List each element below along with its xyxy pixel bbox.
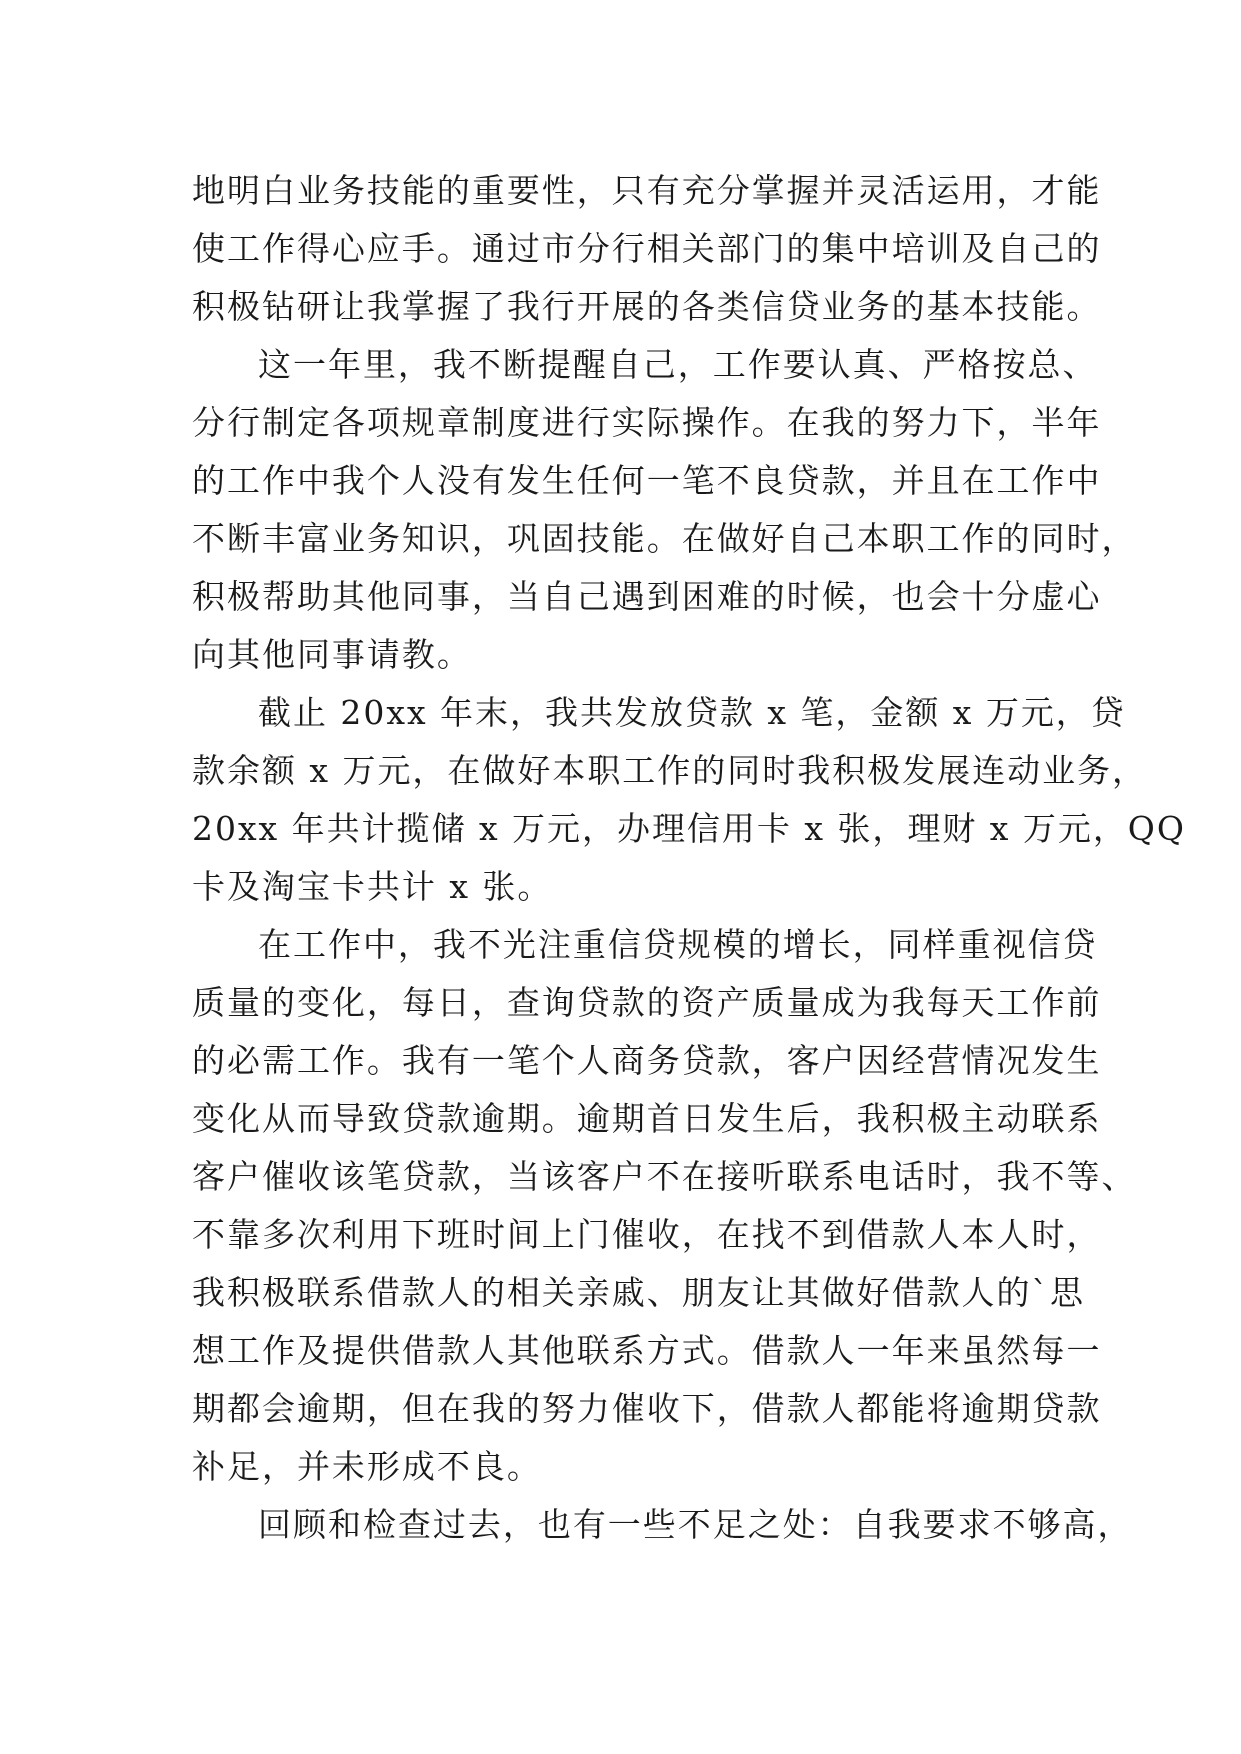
text-line: 这一年里，我不断提醒自己，工作要认真、严格按总、 — [258, 345, 1098, 384]
text-line: 客户催收该笔贷款，当该客户不在接听联系电话时，我不等、 — [192, 1157, 1137, 1196]
paragraph — [192, 336, 1137, 684]
text-line: 截止 20xx 年末，我共发放贷款 x 笔，金额 x 万元，贷 — [258, 693, 1126, 732]
text-line: 地明白业务技能的重要性，只有充分掌握并灵活运用，才能 — [192, 171, 1102, 210]
text-line: 想工作及提供借款人其他联系方式。借款人一年来虽然每一 — [192, 1331, 1102, 1370]
text-line: 我积极联系借款人的相关亲戚、朋友让其做好借款人的`思 — [192, 1273, 1085, 1312]
text-line: 在工作中，我不光注重信贷规模的增长，同样重视信贷 — [258, 925, 1098, 964]
text-line: 不靠多次利用下班时间上门催收，在找不到借款人本人时， — [192, 1215, 1102, 1254]
text-line: 积极钻研让我掌握了我行开展的各类信贷业务的基本技能。 — [192, 287, 1102, 326]
paragraph — [192, 162, 1102, 336]
text-line: 不断丰富业务知识，巩固技能。在做好自己本职工作的同时， — [192, 519, 1137, 558]
text-line: 使工作得心应手。通过市分行相关部门的集中培训及自己的 — [192, 229, 1102, 268]
paragraph — [192, 684, 1186, 916]
text-line: 补足，并未形成不良。 — [192, 1447, 542, 1486]
text-line: 期都会逾期，但在我的努力催收下，借款人都能将逾期贷款 — [192, 1389, 1102, 1428]
text-line: 回顾和检查过去，也有一些不足之处：自我要求不够高， — [258, 1505, 1133, 1544]
paragraph — [192, 1496, 1133, 1554]
text-line: 质量的变化，每日，查询贷款的资产质量成为我每天工作前 — [192, 983, 1102, 1022]
text-line: 分行制定各项规章制度进行实际操作。在我的努力下，半年 — [192, 403, 1102, 442]
document-body — [192, 162, 1186, 1554]
text-line: 变化从而导致贷款逾期。逾期首日发生后，我积极主动联系 — [192, 1099, 1102, 1138]
paragraph — [192, 916, 1137, 1496]
text-line: 卡及淘宝卡共计 x 张。 — [192, 867, 553, 906]
text-line: 向其他同事请教。 — [192, 635, 472, 674]
text-line: 积极帮助其他同事，当自己遇到困难的时候，也会十分虚心 — [192, 577, 1102, 616]
text-line: 的工作中我个人没有发生任何一笔不良贷款，并且在工作中 — [192, 461, 1102, 500]
text-line: 的必需工作。我有一笔个人商务贷款，客户因经营情况发生 — [192, 1041, 1102, 1080]
text-line: 20xx 年共计揽储 x 万元，办理信用卡 x 张，理财 x 万元，QQ — [192, 809, 1186, 848]
text-line: 款余额 x 万元，在做好本职工作的同时我积极发展连动业务， — [192, 751, 1148, 790]
